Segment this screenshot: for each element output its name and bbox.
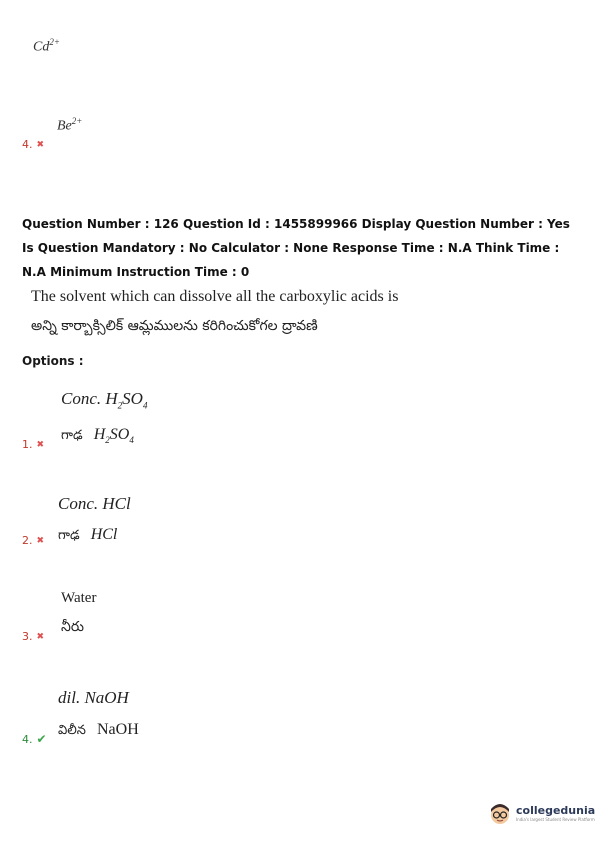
option-2-number: [22, 534, 44, 547]
option-1-en-sub1: 2: [117, 400, 123, 411]
option-1-label: 1.: [22, 438, 33, 451]
logo-tagline: India's largest Student Review Platform: [516, 817, 595, 822]
option-1-te[interactable]: [61, 424, 134, 446]
option-4-te-prefix: విలీన: [58, 723, 86, 738]
prev-option-4-label: 4.: [22, 138, 33, 151]
option-2-te[interactable]: [58, 524, 117, 546]
wrong-icon: ✖: [36, 535, 45, 546]
option-be-charge: 2+: [71, 116, 83, 126]
wrong-icon: ✖: [36, 631, 45, 642]
option-be-ion: [57, 116, 82, 135]
prev-option-4-number: [22, 138, 44, 151]
wrong-icon: ✖: [36, 139, 45, 150]
option-2-te-formula: HCl: [90, 526, 118, 543]
option-1-te-f2: SO: [109, 426, 130, 443]
option-2-te-prefix: గాఢ: [58, 528, 80, 543]
option-1-te-formula: [93, 426, 134, 446]
option-be-base: Be: [57, 118, 72, 134]
option-2-label: 2.: [22, 534, 33, 547]
option-1-te-f1: H: [93, 426, 106, 443]
option-3-label: 3.: [22, 630, 33, 643]
question-meta: Question Number : 126 Question Id : 1455899966 Display Question Number : Yes Is Question Mandatory : No Calculator : None Response Time : N.A Think Time : N.A Minimum Instruction Time : 0: [22, 217, 570, 279]
option-4-en[interactable]: dil. NaOH: [58, 688, 129, 707]
option-1-te-sub1: 2: [105, 435, 110, 446]
option-4-label: 4.: [22, 732, 33, 746]
option-4-te[interactable]: [58, 719, 139, 741]
logo-name: collegedunia: [516, 804, 595, 817]
collegedunia-logo: [488, 800, 595, 826]
question-text-te: అన్ని కార్బాక్సిలిక్ ఆమ్లములను కరిగించుకోగల ద్రావణి: [31, 318, 318, 334]
options-label: Options :: [22, 354, 84, 368]
option-1-en-mid: SO: [122, 389, 143, 408]
wrong-icon: ✖: [36, 439, 45, 450]
option-4-number: [22, 732, 47, 746]
option-4-te-formula: NaOH: [97, 721, 139, 738]
option-3-te[interactable]: నీరు: [61, 619, 84, 635]
mascot-icon: [488, 800, 512, 826]
option-1-te-prefix: గాఢ: [61, 428, 83, 443]
check-icon: ✔: [36, 732, 47, 746]
option-3-en[interactable]: Water: [61, 590, 97, 606]
option-cd-charge: 2+: [49, 37, 60, 47]
option-cd-ion: [33, 37, 60, 56]
option-1-te-sub2: 4: [129, 435, 134, 446]
option-1-en[interactable]: [61, 389, 147, 410]
option-1-number: [22, 438, 44, 451]
option-1-en-prefix: Conc. H: [61, 389, 118, 408]
option-3-number: [22, 630, 44, 643]
option-2-en[interactable]: Conc. HCl: [58, 494, 131, 513]
question-text-en: The solvent which can dissolve all the carboxylic acids is: [31, 288, 399, 305]
option-cd-base: Cd: [33, 39, 50, 55]
option-1-en-sub2: 4: [142, 400, 148, 411]
